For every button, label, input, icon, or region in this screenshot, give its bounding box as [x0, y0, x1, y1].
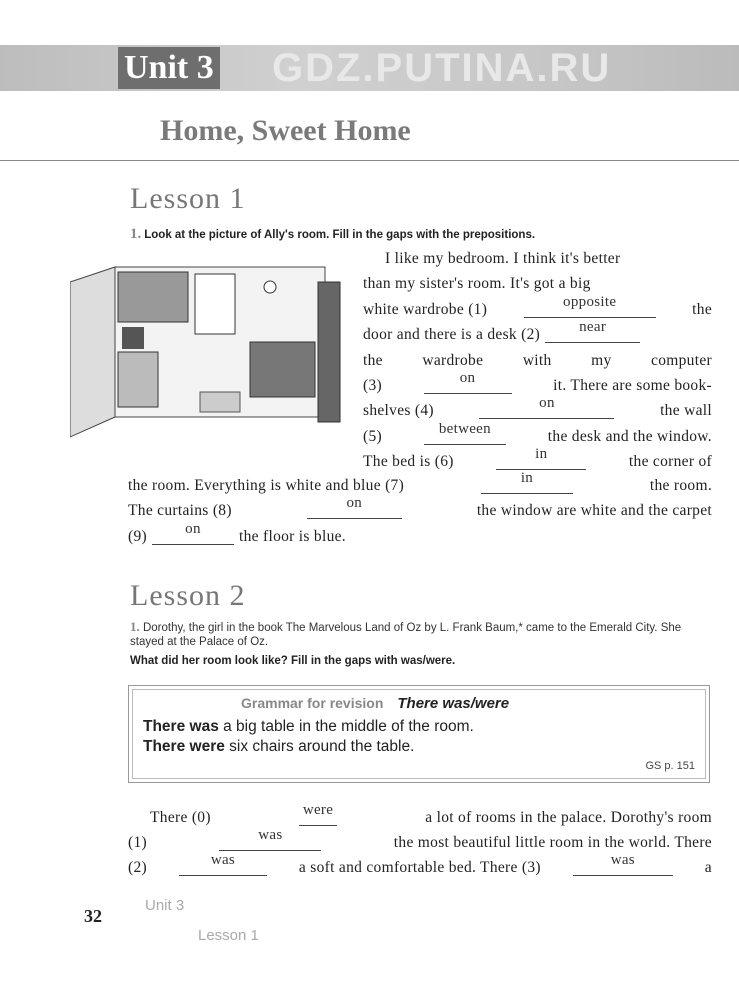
unit-label: Unit 3	[118, 47, 220, 89]
text-segment: my	[591, 352, 612, 369]
handwritten-answer: were	[302, 802, 334, 818]
answer-blank[interactable]	[424, 370, 512, 394]
handwritten-answer: opposite	[563, 294, 617, 310]
answer-blank[interactable]	[524, 294, 656, 318]
answer-blank[interactable]	[307, 495, 402, 519]
text-segment: shelves (4)	[363, 402, 434, 419]
handwritten-answer: on	[346, 495, 363, 511]
grammar-example-1: There was a big table in the middle of the room.	[143, 718, 474, 735]
handwritten-answer: near	[579, 319, 607, 335]
text-line	[385, 248, 712, 270]
text-segment: I like my bedroom. I think it's better	[385, 250, 621, 267]
handwritten-answer: was	[610, 852, 635, 868]
text-segment: wardrobe	[422, 352, 484, 369]
text-segment: The bed is (6)	[363, 453, 454, 470]
text-segment: (5)	[363, 428, 382, 445]
text-line	[128, 495, 712, 522]
text-segment: the desk and the window.	[547, 428, 712, 445]
grammar-title: Grammar for revision There was/were	[241, 695, 510, 712]
text-segment: the	[692, 301, 712, 318]
lesson-2-heading: Lesson 2	[130, 579, 246, 612]
text-line	[363, 370, 712, 397]
answer-blank[interactable]	[299, 802, 337, 826]
answer-blank[interactable]	[496, 446, 586, 470]
text-segment: (9)	[128, 528, 147, 545]
handwritten-answer: was	[258, 827, 283, 843]
text-segment: with	[522, 352, 552, 369]
text-segment: a	[704, 859, 712, 876]
text-line	[363, 294, 712, 321]
watermark: GDZ.PUTINA.RU	[272, 46, 612, 90]
text-segment: the corner of	[628, 453, 712, 470]
text-line	[363, 446, 712, 473]
text-segment: There (0)	[150, 809, 211, 826]
grammar-example-2: There were six chairs around the table.	[143, 738, 415, 755]
page-number: 32	[84, 906, 102, 926]
text-segment: white wardrobe (1)	[363, 301, 488, 318]
answer-blank[interactable]	[573, 852, 673, 876]
text-segment: (2)	[128, 859, 147, 876]
footer-lesson: Lesson 1	[198, 927, 259, 944]
grammar-reference: GS p. 151	[645, 760, 695, 772]
text-segment: than my sister's room. It's got a big	[363, 275, 591, 292]
text-segment: (3)	[363, 377, 382, 394]
text-segment: the most beautiful little room in the world. There	[393, 834, 712, 851]
unit-title: Home, Sweet Home	[160, 114, 411, 147]
text-segment: (1)	[128, 834, 147, 851]
text-segment: a soft and comfortable bed. There (3)	[298, 859, 541, 876]
text-segment: computer	[651, 352, 712, 369]
unit-banner	[0, 45, 739, 91]
answer-blank[interactable]	[479, 395, 614, 419]
text-line	[363, 273, 712, 295]
text-segment: the room.	[649, 477, 712, 494]
answer-blank[interactable]	[424, 421, 506, 445]
lesson-2-intro: 1. Dorothy, the girl in the book The Marvelous Land of Oz by L. Frank Baum,* came to the Emerald City. She stayed at the Palace of Oz.	[130, 619, 682, 648]
handwritten-answer: in	[535, 446, 548, 462]
text-segment: The curtains (8)	[128, 502, 232, 519]
handwritten-answer: on	[185, 521, 201, 537]
answer-blank[interactable]	[152, 521, 234, 545]
text-segment: the window are white and the carpet	[476, 502, 712, 519]
text-line	[150, 802, 712, 829]
text-segment: the room. Everything is white and blue (7)	[128, 477, 405, 494]
text-line	[363, 421, 712, 448]
text-line	[128, 852, 712, 879]
text-segment: the	[363, 352, 383, 369]
grammar-box	[128, 685, 710, 783]
text-line	[128, 521, 712, 548]
handwritten-answer: on	[539, 395, 555, 411]
text-segment: the floor is blue.	[238, 528, 346, 545]
text-segment: it. There are some book-	[553, 377, 712, 394]
text-segment: a lot of rooms in the palace. Dorothy's room	[425, 809, 712, 826]
text-segment: the wall	[660, 402, 712, 419]
handwritten-answer: in	[520, 470, 534, 486]
answer-blank[interactable]	[179, 852, 267, 876]
handwritten-answer: between	[438, 421, 491, 437]
text-line	[363, 350, 712, 372]
text-line	[363, 319, 712, 346]
lesson-1-heading: Lesson 1	[130, 182, 246, 215]
text-segment: door and there is a desk (2)	[363, 326, 541, 343]
answer-blank[interactable]	[219, 827, 321, 851]
handwritten-answer: on	[459, 370, 476, 386]
lesson-2-task: What did her room look like? Fill in the gaps with was/were.	[130, 655, 456, 667]
divider	[0, 160, 739, 161]
text-line	[128, 827, 712, 854]
answer-blank[interactable]	[481, 470, 573, 494]
room-picture	[70, 262, 345, 440]
lesson-1-task: 1. Look at the picture of Ally's room. Fill in the gaps with the prepositions.	[130, 226, 536, 242]
handwritten-answer: was	[210, 852, 236, 868]
answer-blank[interactable]	[545, 319, 640, 343]
text-line	[363, 395, 712, 422]
text-line	[128, 470, 712, 497]
footer-unit: Unit 3	[145, 897, 185, 914]
